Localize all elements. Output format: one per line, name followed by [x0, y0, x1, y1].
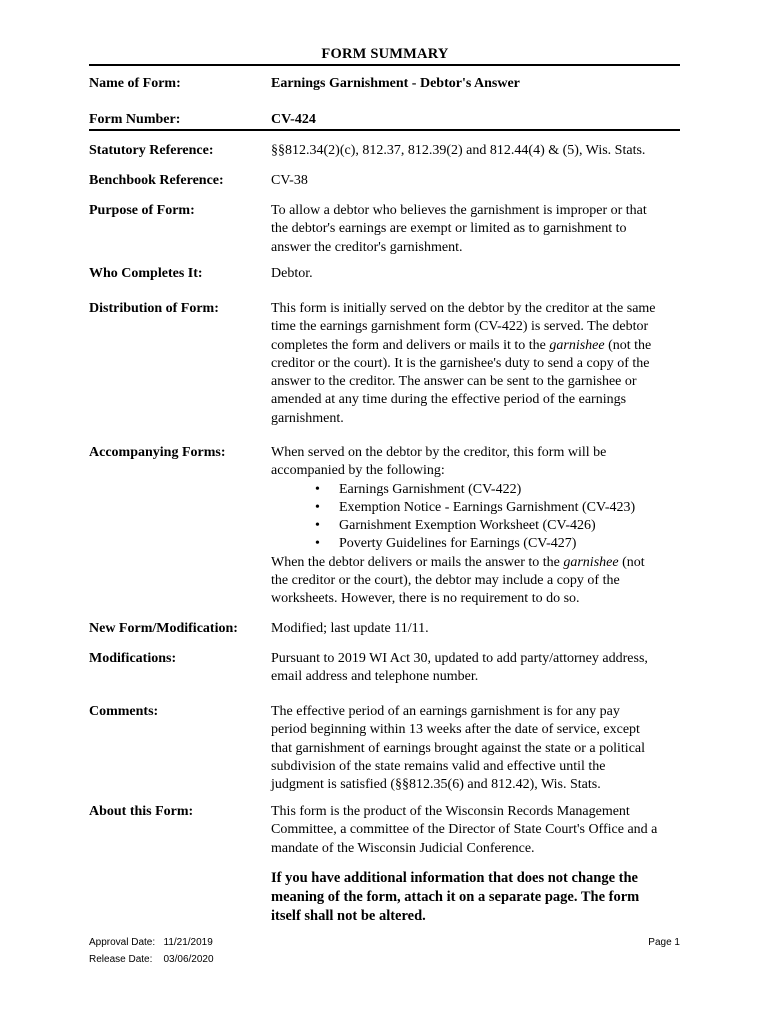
page-title: FORM SUMMARY [321, 46, 449, 62]
approval-date: 11/21/2019 [163, 937, 213, 948]
distribution-line: This form is initially served on the debtor by the creditor at the same [271, 301, 656, 316]
accompanying-outro-tail: (not [618, 554, 645, 570]
list-item-text: Poverty Guidelines for Earnings (CV-427) [339, 536, 577, 552]
about-label: About this Form: [89, 804, 194, 819]
approval-date-line [89, 937, 213, 948]
notice-line: itself shall not be altered. [271, 908, 426, 924]
list-item-text: Garnishment Exemption Worksheet (CV-426) [339, 518, 596, 534]
about-text [271, 803, 683, 858]
modifications-line: email address and telephone number. [271, 669, 479, 685]
comments-line: subdivision of the state remains valid and effective until the [271, 758, 606, 774]
form-number-rule [89, 129, 680, 131]
who-completes-value: Debtor. [271, 266, 313, 281]
benchbook-reference-label: Benchbook Reference: [89, 173, 224, 188]
distribution-line: time the earnings garnishment form (CV-422) is served. The debtor [271, 319, 649, 335]
distribution-text [271, 300, 683, 428]
purpose-text [271, 202, 683, 257]
purpose-line: the debtor's earnings are exempt or limited as to garnishment to [271, 221, 627, 237]
distribution-line [271, 337, 683, 355]
purpose-line: To allow a debtor who believes the garnishment is improper or that [271, 203, 647, 218]
release-date-label: Release Date: [89, 954, 153, 965]
distribution-line: garnishment. [271, 410, 344, 426]
form-number-value: CV-424 [271, 112, 316, 127]
name-of-form-label: Name of Form: [89, 76, 181, 91]
benchbook-reference-value: CV-38 [271, 173, 308, 188]
statutory-reference-label: Statutory Reference: [89, 143, 214, 158]
accompanying-intro-line: accompanied by the following: [271, 463, 445, 479]
comments-line: The effective period of an earnings garnishment is for any pay [271, 704, 620, 719]
comments-line: that garnishment of earnings brought against the state or a political [271, 740, 646, 756]
distribution-line-tail: (not the [604, 337, 652, 353]
distribution-line-text: completes the form and delivers or mails it to the [271, 337, 550, 353]
comments-line: judgment is satisfied (§§812.35(6) and 812.42), Wis. Stats. [271, 777, 601, 793]
list-item [271, 517, 683, 535]
list-item [271, 499, 683, 517]
about-line: mandate of the Wisconsin Judicial Conference. [271, 840, 535, 856]
distribution-line: creditor or the court). It is the garnishee's duty to send a copy of the [271, 355, 650, 371]
form-number-label: Form Number: [89, 112, 181, 127]
list-item-text: Earnings Garnishment (CV-422) [339, 481, 522, 497]
release-date-line [89, 954, 214, 965]
notice-line: If you have additional information that does not change the [271, 870, 638, 886]
new-form-value: Modified; last update 11/11. [271, 621, 429, 636]
distribution-line: answer to the creditor. The answer can be sent to the garnishee or [271, 374, 637, 390]
comments-text [271, 703, 683, 794]
approval-date-label: Approval Date: [89, 937, 156, 948]
bullet-icon: • [315, 481, 320, 497]
distribution-label: Distribution of Form: [89, 301, 219, 316]
modifications-label: Modifications: [89, 651, 177, 666]
accompanying-outro-text: When the debtor delivers or mails the answer to the [271, 554, 564, 570]
about-line: Committee, a committee of the Director of State Court's Office and a [271, 822, 658, 838]
modifications-text [271, 650, 683, 687]
accompanying-outro-line: the creditor or the court), the debtor may include a copy of the [271, 573, 620, 589]
page-number: Page 1 [648, 937, 680, 948]
distribution-line: amended at any time during the effective period of the earnings [271, 392, 627, 408]
alteration-notice [271, 869, 691, 926]
accompanying-intro-line: When served on the debtor by the creditor, this form will be [271, 445, 607, 460]
new-form-label: New Form/Modification: [89, 621, 238, 636]
notice-line: meaning of the form, attach it on a separate page. The form [271, 889, 640, 905]
list-item [271, 535, 683, 553]
accompanying-forms-list [271, 481, 683, 554]
bullet-icon: • [315, 518, 320, 534]
bullet-icon: • [315, 499, 320, 515]
modifications-line: Pursuant to 2019 WI Act 30, updated to add party/attorney address, [271, 651, 648, 666]
statutory-reference-value: §§812.34(2)(c), 812.37, 812.39(2) and 812.44(4) & (5), Wis. Stats. [271, 143, 646, 158]
release-date: 03/06/2020 [163, 954, 214, 965]
accompanying-forms-label: Accompanying Forms: [89, 445, 226, 460]
bullet-icon: • [315, 536, 320, 552]
list-item-text: Exemption Notice - Earnings Garnishment (CV-423) [339, 499, 636, 515]
accompanying-outro-line: worksheets. However, there is no requirement to do so. [271, 591, 580, 607]
list-item [271, 481, 683, 499]
accompanying-forms-text [271, 444, 683, 609]
who-completes-label: Who Completes It: [89, 266, 203, 281]
title-rule [89, 64, 680, 66]
accompanying-italic-term: garnishee [563, 554, 619, 570]
accompanying-outro-line [271, 554, 683, 572]
comments-label: Comments: [89, 704, 159, 719]
name-of-form-value: Earnings Garnishment - Debtor's Answer [271, 76, 520, 91]
distribution-italic-term: garnishee [549, 337, 605, 353]
comments-line: period beginning within 13 weeks after the date of service, except [271, 722, 640, 738]
purpose-line: answer the creditor's garnishment. [271, 239, 463, 255]
purpose-label: Purpose of Form: [89, 203, 195, 218]
about-line: This form is the product of the Wisconsin Records Management [271, 804, 630, 819]
